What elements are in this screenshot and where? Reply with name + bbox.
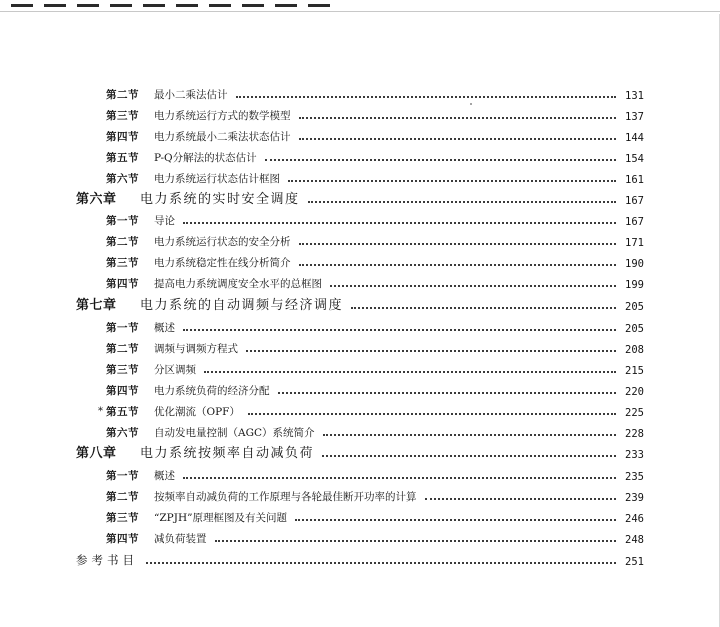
toc-chapter-row[interactable] [76, 189, 644, 207]
toc-section-row[interactable] [106, 84, 644, 102]
dot-leader [265, 159, 616, 161]
dot-leader [248, 413, 616, 415]
section-number: 第三节 [106, 110, 139, 122]
section-title: “ZPJH”原理框图及有关问题 [154, 512, 287, 524]
section-number: 第四节 [106, 385, 139, 397]
toc-section-row[interactable] [106, 380, 644, 398]
toc-section-row[interactable] [106, 486, 644, 504]
section-number: 第二节 [106, 89, 139, 101]
dot-leader [322, 455, 616, 457]
page-number: 251 [625, 556, 644, 568]
section-number: 第四节 [106, 533, 139, 545]
dot-leader [425, 498, 617, 500]
section-title: 提高电力系统调度安全水平的总框图 [154, 278, 322, 290]
page-number: 235 [625, 471, 644, 483]
chapter-number: 第七章 [76, 298, 117, 313]
toc-section-row[interactable] [106, 507, 644, 525]
section-title: 电力系统运行状态的安全分析 [154, 236, 291, 248]
section-number: 第六节 [106, 427, 139, 439]
page-number: 228 [625, 428, 644, 440]
section-number: 第四节 [106, 278, 139, 290]
page-number: 248 [625, 534, 644, 546]
toc-references-row[interactable] [76, 550, 644, 568]
section-number: 第四节 [106, 131, 139, 143]
page-number: 137 [625, 111, 644, 123]
section-number: 第二节 [106, 236, 139, 248]
toc-section-row[interactable] [106, 528, 644, 546]
section-title: 电力系统最小二乘法状态估计 [154, 131, 291, 143]
toc-section-row[interactable] [106, 338, 644, 356]
toc-section-row[interactable] [106, 105, 644, 123]
section-title: 电力系统运行状态估计框图 [154, 173, 280, 185]
toc-section-row[interactable] [98, 401, 644, 419]
page-number: 167 [625, 195, 644, 207]
page-number: 205 [625, 301, 644, 313]
page-number: 154 [625, 153, 644, 165]
section-number: 第一节 [106, 322, 139, 334]
chapter-title: 电力系统的自动调频与经济调度 [140, 298, 344, 313]
page-number: 167 [625, 216, 644, 228]
section-title: 电力系统稳定性在线分析简介 [154, 257, 291, 269]
page-number: 246 [625, 513, 644, 525]
dot-leader [299, 117, 617, 119]
section-title: 电力系统运行方式的数学模型 [154, 110, 291, 122]
section-title: 概述 [154, 470, 175, 482]
page-number: 171 [625, 237, 644, 249]
section-title: 减负荷装置 [154, 533, 207, 545]
page-number: 225 [625, 407, 644, 419]
section-title: P-Q分解法的状态估计 [154, 152, 257, 164]
toc-section-row[interactable] [106, 126, 644, 144]
section-title: 最小二乘法估计 [154, 89, 228, 101]
section-number: 第二节 [106, 491, 139, 503]
dot-leader [351, 307, 616, 309]
section-number: 第三节 [106, 512, 139, 524]
chapter-title: 电力系统按频率自动减负荷 [140, 446, 315, 461]
toc-section-row[interactable] [106, 210, 644, 228]
section-number: 第五节 [106, 406, 139, 418]
toc-section-row[interactable] [106, 465, 644, 483]
toc-section-row[interactable] [106, 147, 644, 165]
page-number: 220 [625, 386, 644, 398]
dot-leader [183, 222, 616, 224]
dot-leader [308, 201, 616, 203]
section-number: 第三节 [106, 364, 139, 376]
toc-section-row[interactable] [106, 422, 644, 440]
chapter-title: 电力系统的实时安全调度 [140, 192, 300, 207]
chapter-number: 第八章 [76, 446, 117, 461]
chapter-number: 第六章 [76, 192, 117, 207]
dot-leader [299, 243, 617, 245]
dot-leader [330, 285, 616, 287]
toc-section-row[interactable] [106, 252, 644, 270]
references-title: 参考书目 [76, 553, 138, 567]
optional-marker: * [98, 406, 103, 417]
dot-leader [299, 264, 617, 266]
toc-section-row[interactable] [106, 359, 644, 377]
section-title: 调频与调频方程式 [154, 343, 238, 355]
section-title: 导论 [154, 215, 175, 227]
page-number: 190 [625, 258, 644, 270]
toc-section-row[interactable] [106, 168, 644, 186]
section-number: 第六节 [106, 173, 139, 185]
section-number: 第二节 [106, 343, 139, 355]
toc-section-row[interactable] [106, 231, 644, 249]
page-number: 205 [625, 323, 644, 335]
page-number: 161 [625, 174, 644, 186]
section-number: 第一节 [106, 215, 139, 227]
dot-leader [288, 180, 616, 182]
page-number: 233 [625, 449, 644, 461]
section-number: 第五节 [106, 152, 139, 164]
dot-leader [215, 540, 617, 542]
dot-leader [295, 519, 616, 521]
toc-chapter-row[interactable] [76, 443, 644, 461]
section-title: 自动发电量控制（AGC）系统简介 [154, 427, 315, 439]
page-number: 208 [625, 344, 644, 356]
page-number: 199 [625, 279, 644, 291]
section-title: 优化潮流（OPF） [154, 406, 240, 418]
dot-leader [278, 392, 617, 394]
dot-leader [183, 329, 616, 331]
dot-leader [299, 138, 617, 140]
page-number: 215 [625, 365, 644, 377]
dot-leader [183, 477, 616, 479]
toc-chapter-row[interactable] [76, 295, 644, 313]
page-number: 131 [625, 90, 644, 102]
section-number: 第三节 [106, 257, 139, 269]
toc-section-row[interactable] [106, 273, 644, 291]
section-title: 电力系统负荷的经济分配 [154, 385, 270, 397]
page-number: 239 [625, 492, 644, 504]
section-number: 第一节 [106, 470, 139, 482]
section-title: 按频率自动减负荷的工作原理与各轮最佳断开功率的计算 [154, 491, 417, 503]
dot-leader [246, 350, 616, 352]
section-title: 分区调频 [154, 364, 196, 376]
dot-leader [323, 434, 616, 436]
dot-leader [236, 96, 617, 98]
dot-leader [146, 562, 616, 564]
dot-leader [204, 371, 616, 373]
toc-section-row[interactable] [106, 317, 644, 335]
page-number: 144 [625, 132, 644, 144]
section-title: 概述 [154, 322, 175, 334]
